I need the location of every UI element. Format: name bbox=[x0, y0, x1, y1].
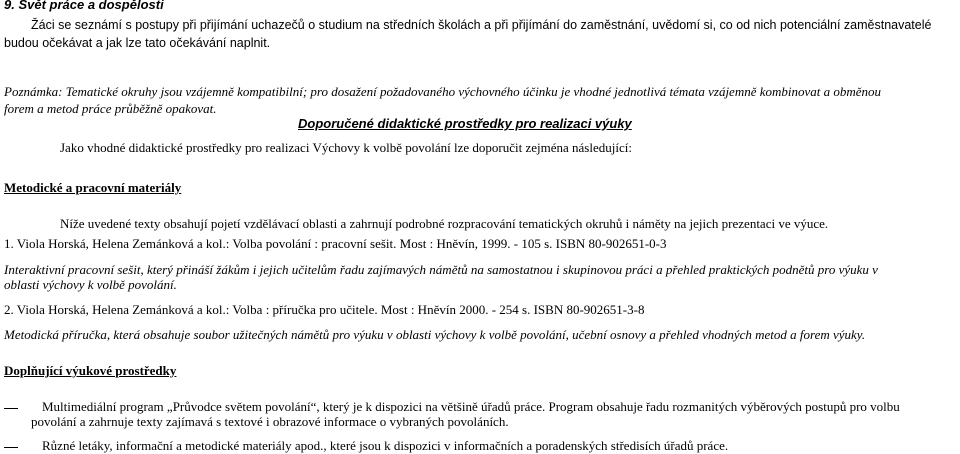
note-line-2: forem a metod práce průběžně opakovat. bbox=[4, 101, 217, 116]
recommended-text: Jako vhodné didaktické prostředky pro realizaci Výchovy k volbě povolání lze doporučit zejména následující: bbox=[60, 140, 632, 155]
supplementary-heading: Doplňující výukové prostředky bbox=[4, 363, 177, 378]
supplementary-item-1-line-2: povolání a zahrnuje texty zajímavá s textové i obrazové informace o vybraných povoláních. bbox=[31, 414, 509, 429]
methodical-intro: Níže uvedené texty obsahují pojetí vzdělávací oblasti a zahrnují podrobné rozpracování tematických okruhů i náměty na jejich prezentaci ve výuce. bbox=[60, 216, 829, 231]
reference-1-citation: 1. Viola Horská, Helena Zemánková a kol.: Volba povolání : pracovní sešit. Most : Hněvín, 1999. - 105 s. ISBN 80-902651-0-3 bbox=[4, 236, 667, 251]
reference-1-desc-line-2: oblasti výchovy k volbě povolání. bbox=[4, 277, 177, 292]
dash-bullet bbox=[4, 408, 18, 409]
dash-bullet bbox=[4, 447, 18, 448]
note-line-1: Poznámka: Tematické okruhy jsou vzájemně kompatibilní; pro dosažení požadovaného výchovného účinku je vhodné jednotlivá témata vzájemně kombinovat a obměnou bbox=[4, 84, 882, 99]
intro-line-1: Žáci se seznámí s postupy při přijímání uchazečů o studium na středních školách a při přijímání do zaměstnání, uvědomí si, co od nich potenciální zaměstnavatelé bbox=[31, 18, 932, 32]
supplementary-item-1-line-1: Multimediální program „Průvodce světem povolání“, který je k dispozici na většině úřadů práce. Program obsahuje řadu rozmanitých výběrových postupů pro volbu bbox=[42, 399, 900, 414]
reference-2-desc: Metodická příručka, která obsahuje soubor užitečných námětů pro výuku v oblasti výchovy k volbě povolání, učební osnovy a přehled vhodných metod a forem výuky. bbox=[4, 327, 866, 342]
reference-2-citation: 2. Viola Horská, Helena Zemánková a kol.: Volba : příručka pro učitele. Most : Hněvín 2000. - 254 s. ISBN 80-902651-3-8 bbox=[4, 302, 645, 317]
section-title: 9. Svět práce a dospělosti bbox=[4, 0, 164, 12]
supplementary-item-2: Různé letáky, informační a metodické materiály apod., které jsou k dispozici v informačních a poradenských středisích úřadů práce. bbox=[42, 438, 729, 453]
methodical-heading: Metodické a pracovní materiály bbox=[4, 180, 182, 195]
reference-1-desc-line-1: Interaktivní pracovní sešit, který přináší žákům i jejich učitelům řadu zajímavých námětů na samostatnou i skupinovou práci a přehled praktických podnětů pro výuku v bbox=[4, 262, 878, 277]
recommended-heading: Doporučené didaktické prostředky pro realizaci výuky bbox=[298, 116, 632, 131]
intro-line-2: budou očekávat a jak lze tato očekávání naplnit. bbox=[4, 36, 271, 50]
